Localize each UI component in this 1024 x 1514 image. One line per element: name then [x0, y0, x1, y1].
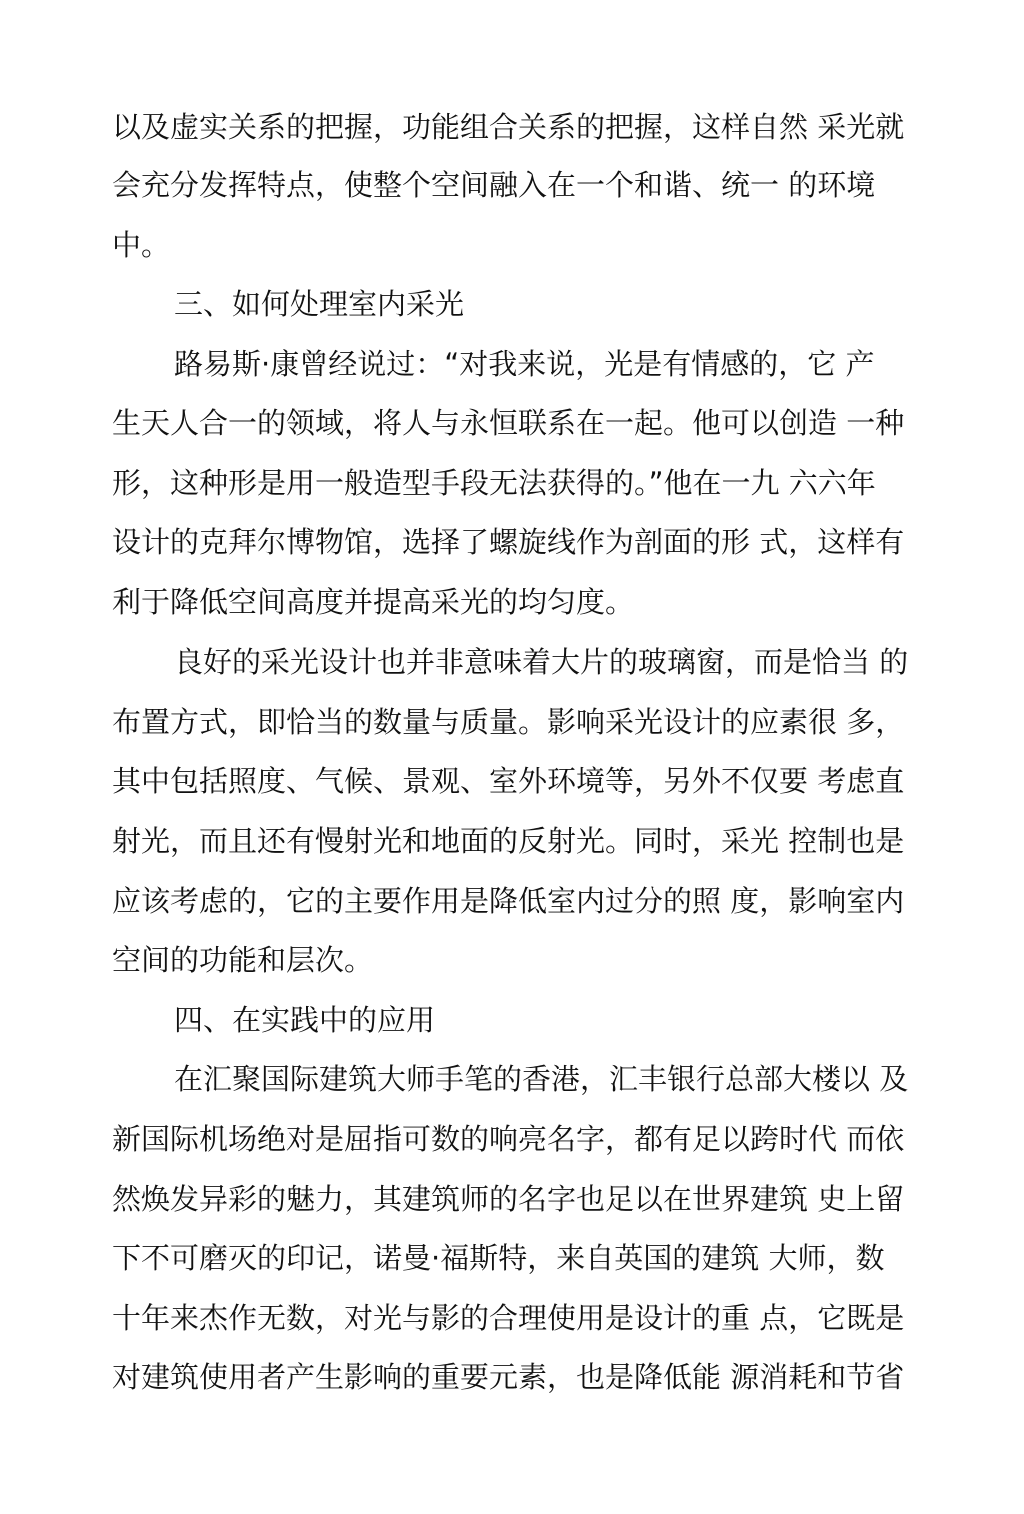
text-line-22: 对建筑使用者产生影响的重要元素，也是降低能 源消耗和节省 — [112, 1360, 905, 1394]
text-line-12: 其中包括照度、气候、景观、室外环境等，另外不仅要 考虑直 — [112, 764, 905, 798]
text-line-15: 空间的功能和层次。 — [112, 943, 374, 977]
text-line-18: 新国际机场绝对是屈指可数的响亮名字，都有足以跨时代 而依 — [112, 1122, 905, 1156]
section-heading-4: 四、在实践中的应用 — [174, 1003, 436, 1037]
text-line-20: 下不可磨灭的印记，诺曼·福斯特，来自英国的建筑 大师，数 — [112, 1241, 885, 1275]
text-line-1: 以及虚实关系的把握，功能组合关系的把握，这样自然 采光就 — [112, 110, 905, 144]
text-line-19: 然焕发异彩的魅力，其建筑师的名字也足以在世界建筑 史上留 — [112, 1182, 905, 1216]
text-line-6: 生天人合一的领域，将人与永恒联系在一起。他可以创造 一种 — [112, 406, 905, 440]
text-line-2: 会充分发挥特点，使整个空间融入在一个和谐、统一 的环境 — [112, 168, 876, 202]
text-line-7: 形，这种形是用一般造型手段无法获得的。”他在一九 六六年 — [112, 466, 876, 500]
text-line-13: 射光，而且还有慢射光和地面的反射光。同时，采光 控制也是 — [112, 824, 905, 858]
text-line-21: 十年来杰作无数，对光与影的合理使用是设计的重 点，它既是 — [112, 1301, 905, 1335]
text-line-14: 应该考虑的，它的主要作用是降低室内过分的照 度，影响室内 — [112, 884, 905, 918]
text-line-11: 布置方式，即恰当的数量与质量。影响采光设计的应素很 多， — [112, 705, 905, 739]
text-line-5: 路易斯·康曾经说过：“对我来说，光是有情感的，它 产 — [174, 347, 875, 381]
text-line-8: 设计的克拜尔博物馆，选择了螺旋线作为剖面的形 式，这样有 — [112, 525, 905, 559]
text-line-3: 中。 — [112, 228, 171, 262]
text-line-17: 在汇聚国际建筑大师手笔的香港，汇丰银行总部大楼以 及 — [174, 1062, 909, 1096]
text-line-10: 良好的采光设计也并非意味着大片的玻璃窗，而是恰当 的 — [174, 645, 909, 679]
text-line-9: 利于降低空间高度并提高采光的均匀度。 — [112, 585, 635, 619]
section-heading-3: 三、如何处理室内采光 — [174, 287, 465, 321]
